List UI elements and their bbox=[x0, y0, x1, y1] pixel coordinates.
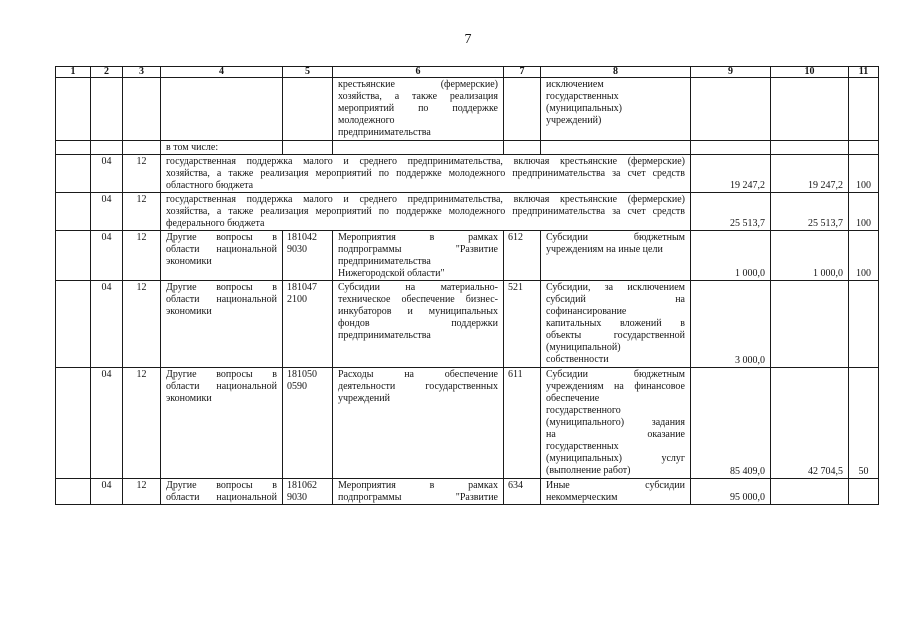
description-cell bbox=[161, 155, 691, 193]
text-line: субсидий на bbox=[546, 294, 685, 305]
text-line: 19 247,2 bbox=[730, 180, 765, 191]
text-line: предпринимательства bbox=[338, 330, 431, 341]
text-line: 3 000,0 bbox=[735, 355, 765, 366]
text-line: 12 bbox=[136, 232, 147, 243]
text-line: Расходы на обеспечение bbox=[338, 369, 498, 380]
text-line: Другие вопросы в bbox=[166, 282, 277, 293]
text-line: 04 bbox=[101, 480, 112, 491]
amount-col9-cell bbox=[691, 141, 771, 155]
text-line: 04 bbox=[101, 282, 112, 293]
section-code-cell bbox=[91, 78, 123, 141]
text-line: (выполнение работ) bbox=[546, 465, 631, 476]
text-line: собственности bbox=[546, 354, 609, 365]
text-line: крестьянские (фермерские) bbox=[338, 79, 498, 90]
text-line: 12 bbox=[136, 156, 147, 167]
text-line: Субсидии бюджетным bbox=[546, 232, 685, 243]
text-line: (муниципальных) услуг bbox=[546, 453, 685, 464]
target-code-cell bbox=[283, 141, 333, 155]
section-name-cell bbox=[161, 141, 283, 155]
text-line: Другие вопросы в bbox=[166, 480, 277, 491]
percent-cell bbox=[849, 78, 879, 141]
text-line: инкубаторов и муниципальных bbox=[338, 306, 498, 317]
column-number-header: 1 bbox=[56, 67, 91, 78]
text-line: 2100 bbox=[287, 294, 307, 305]
text-line: (муниципальной) bbox=[546, 342, 621, 353]
amount-col9-cell bbox=[691, 368, 771, 479]
text-line: Другие вопросы в bbox=[166, 369, 277, 380]
section-name-cell bbox=[161, 368, 283, 479]
text-line: 1 000,0 bbox=[735, 268, 765, 279]
column-number-header: 7 bbox=[504, 67, 541, 78]
target-code-cell bbox=[283, 231, 333, 281]
amount-col9-cell bbox=[691, 155, 771, 193]
table-row bbox=[56, 231, 879, 281]
text-line: Нижегородской области" bbox=[338, 268, 445, 279]
text-line: Субсидии бюджетным bbox=[546, 369, 685, 380]
text-line: государственная поддержка малого и среднего предпринимательства, включая крестьянские (фермерские) bbox=[166, 194, 685, 205]
row-index-cell bbox=[56, 193, 91, 231]
row-index-cell bbox=[56, 368, 91, 479]
expense-type-code-cell bbox=[504, 281, 541, 368]
text-line: 611 bbox=[508, 369, 523, 380]
text-line: 612 bbox=[508, 232, 523, 243]
subsection-code-cell bbox=[123, 479, 161, 505]
text-line: 12 bbox=[136, 480, 147, 491]
expense-type-name-cell bbox=[541, 479, 691, 505]
target-code-cell bbox=[283, 281, 333, 368]
target-name-cell bbox=[333, 368, 504, 479]
percent-cell bbox=[849, 231, 879, 281]
text-line: 9030 bbox=[287, 244, 307, 255]
text-line: техническое обеспечение бизнес- bbox=[338, 294, 498, 305]
text-line: 50 bbox=[858, 466, 869, 477]
target-name-cell bbox=[333, 141, 504, 155]
text-line: 04 bbox=[101, 194, 112, 205]
text-line: софинансирование bbox=[546, 306, 627, 317]
expense-type-code-cell bbox=[504, 368, 541, 479]
text-line: 181042 bbox=[287, 232, 317, 243]
amount-col10-cell bbox=[771, 141, 849, 155]
text-line: Другие вопросы в bbox=[166, 232, 277, 243]
text-line: учреждениям на финансовое bbox=[546, 381, 685, 392]
amount-col10-cell bbox=[771, 155, 849, 193]
target-code-cell bbox=[283, 78, 333, 141]
percent-cell bbox=[849, 193, 879, 231]
text-line: Мероприятия в рамках bbox=[338, 480, 498, 491]
text-line: экономики bbox=[166, 256, 212, 267]
target-name-cell bbox=[333, 231, 504, 281]
text-line: области национальной bbox=[166, 381, 277, 392]
page-number: 7 bbox=[464, 32, 472, 47]
text-line: некоммерческим bbox=[546, 492, 618, 503]
section-code-cell bbox=[91, 281, 123, 368]
table-header-row bbox=[56, 67, 879, 78]
expense-type-code-cell bbox=[504, 78, 541, 141]
text-line: государственных bbox=[546, 91, 619, 102]
table-row bbox=[56, 78, 879, 141]
column-number-header: 3 bbox=[123, 67, 161, 78]
column-number-header: 11 bbox=[849, 67, 879, 78]
subsection-code-cell bbox=[123, 368, 161, 479]
amount-col10-cell bbox=[771, 479, 849, 505]
text-line: 634 bbox=[508, 480, 523, 491]
text-line: области национальной bbox=[166, 492, 277, 503]
expense-type-code-cell bbox=[504, 231, 541, 281]
amount-col9-cell bbox=[691, 479, 771, 505]
text-line: 181050 bbox=[287, 369, 317, 380]
column-number-header: 9 bbox=[691, 67, 771, 78]
section-code-cell bbox=[91, 193, 123, 231]
subsection-code-cell bbox=[123, 141, 161, 155]
text-line: исключением bbox=[546, 79, 604, 90]
column-number-header: 5 bbox=[283, 67, 333, 78]
section-name-cell bbox=[161, 281, 283, 368]
text-line: подпрограммы "Развитие bbox=[338, 244, 498, 255]
text-line: 25 513,7 bbox=[730, 218, 765, 229]
section-code-cell bbox=[91, 141, 123, 155]
table-row bbox=[56, 368, 879, 479]
text-line: государственных bbox=[546, 441, 619, 452]
expense-type-code-cell bbox=[504, 479, 541, 505]
text-line: на оказание bbox=[546, 429, 685, 440]
table-body bbox=[56, 78, 879, 505]
text-line: 9030 bbox=[287, 492, 307, 503]
amount-col9-cell bbox=[691, 78, 771, 141]
table-row bbox=[56, 193, 879, 231]
row-index-cell bbox=[56, 155, 91, 193]
text-line: обеспечение bbox=[546, 393, 600, 404]
budget-table bbox=[55, 66, 879, 505]
description-cell bbox=[161, 193, 691, 231]
text-line: фондов поддержки bbox=[338, 318, 498, 329]
target-name-cell bbox=[333, 78, 504, 141]
section-code-cell bbox=[91, 368, 123, 479]
text-line: 0590 bbox=[287, 381, 307, 392]
text-line: государственная поддержка малого и среднего предпринимательства, включая крестьянские (фермерские) bbox=[166, 156, 685, 167]
text-line: предпринимательства bbox=[338, 256, 431, 267]
text-line: объекты государственной bbox=[546, 330, 685, 341]
text-line: хозяйства, а также реализация мероприятий по поддержке молодежного предпринимательства за счет средств bbox=[166, 206, 685, 217]
percent-cell bbox=[849, 368, 879, 479]
text-line: (муниципального) задания bbox=[546, 417, 685, 428]
subsection-code-cell bbox=[123, 155, 161, 193]
amount-col10-cell bbox=[771, 78, 849, 141]
section-name-cell bbox=[161, 479, 283, 505]
percent-cell bbox=[849, 141, 879, 155]
text-line: хозяйства, а также реализация мероприятий по поддержке молодежного предпринимательства за счет средств bbox=[166, 168, 685, 179]
text-line: государственного bbox=[546, 405, 621, 416]
row-index-cell bbox=[56, 141, 91, 155]
section-code-cell bbox=[91, 155, 123, 193]
text-line: молодежного bbox=[338, 115, 395, 126]
section-name-cell bbox=[161, 231, 283, 281]
amount-col9-cell bbox=[691, 193, 771, 231]
text-line: 1 000,0 bbox=[813, 268, 843, 279]
subsection-code-cell bbox=[123, 78, 161, 141]
text-line: экономики bbox=[166, 393, 212, 404]
expense-type-name-cell bbox=[541, 78, 691, 141]
text-line: 181062 bbox=[287, 480, 317, 491]
text-line: 95 000,0 bbox=[730, 492, 765, 503]
expense-type-name-cell bbox=[541, 231, 691, 281]
row-index-cell bbox=[56, 78, 91, 141]
section-code-cell bbox=[91, 231, 123, 281]
text-line: федерального бюджета bbox=[166, 218, 265, 229]
text-line: учреждениям на иные цели bbox=[546, 244, 663, 255]
text-line: 181047 bbox=[287, 282, 317, 293]
column-number-header: 2 bbox=[91, 67, 123, 78]
amount-col10-cell bbox=[771, 231, 849, 281]
text-line: подпрограммы "Развитие bbox=[338, 492, 498, 503]
subsection-code-cell bbox=[123, 231, 161, 281]
text-line: учреждений) bbox=[546, 115, 602, 126]
expense-type-name-cell bbox=[541, 281, 691, 368]
text-line: учреждений bbox=[338, 393, 390, 404]
text-line: Субсидии, за исключением bbox=[546, 282, 685, 293]
text-line: экономики bbox=[166, 306, 212, 317]
amount-col9-cell bbox=[691, 281, 771, 368]
target-code-cell bbox=[283, 368, 333, 479]
target-name-cell bbox=[333, 281, 504, 368]
amount-col10-cell bbox=[771, 368, 849, 479]
text-line: предпринимательства bbox=[338, 127, 431, 138]
expense-type-code-cell bbox=[504, 141, 541, 155]
text-line: 04 bbox=[101, 369, 112, 380]
text-line: области национальной bbox=[166, 244, 277, 255]
section-code-cell bbox=[91, 479, 123, 505]
text-line: Субсидии на материально- bbox=[338, 282, 498, 293]
column-number-header: 6 bbox=[333, 67, 504, 78]
expense-type-name-cell bbox=[541, 141, 691, 155]
text-line: 19 247,2 bbox=[808, 180, 843, 191]
table-row bbox=[56, 141, 879, 155]
section-name-cell bbox=[161, 78, 283, 141]
column-number-header: 8 bbox=[541, 67, 691, 78]
column-number-header: 4 bbox=[161, 67, 283, 78]
text-line: Мероприятия в рамках bbox=[338, 232, 498, 243]
text-line: Иные субсидии bbox=[546, 480, 685, 491]
amount-col10-cell bbox=[771, 281, 849, 368]
percent-cell bbox=[849, 155, 879, 193]
text-line: 25 513,7 bbox=[808, 218, 843, 229]
text-line: 42 704,5 bbox=[808, 466, 843, 477]
column-number-header: 10 bbox=[771, 67, 849, 78]
text-line: 12 bbox=[136, 282, 147, 293]
percent-cell bbox=[849, 281, 879, 368]
text-line: мероприятий по поддержке bbox=[338, 103, 498, 114]
table-row bbox=[56, 479, 879, 505]
text-line: деятельности государственных bbox=[338, 381, 498, 392]
text-line: капитальных вложений в bbox=[546, 318, 685, 329]
text-line: 12 bbox=[136, 194, 147, 205]
amount-col10-cell bbox=[771, 193, 849, 231]
table-row bbox=[56, 155, 879, 193]
text-line: 521 bbox=[508, 282, 523, 293]
text-line: 100 bbox=[856, 268, 871, 279]
text-line: 100 bbox=[856, 218, 871, 229]
text-line: хозяйства, а также реализация bbox=[338, 91, 498, 102]
subsection-code-cell bbox=[123, 281, 161, 368]
expense-type-name-cell bbox=[541, 368, 691, 479]
text-line: 100 bbox=[856, 180, 871, 191]
target-code-cell bbox=[283, 479, 333, 505]
row-index-cell bbox=[56, 231, 91, 281]
amount-col9-cell bbox=[691, 231, 771, 281]
text-line: области национальной bbox=[166, 294, 277, 305]
text-line: 85 409,0 bbox=[730, 466, 765, 477]
target-name-cell bbox=[333, 479, 504, 505]
row-index-cell bbox=[56, 479, 91, 505]
subsection-code-cell bbox=[123, 193, 161, 231]
percent-cell bbox=[849, 479, 879, 505]
text-line: 12 bbox=[136, 369, 147, 380]
text-line: в том числе: bbox=[166, 142, 219, 153]
row-index-cell bbox=[56, 281, 91, 368]
table-row bbox=[56, 281, 879, 368]
text-line: (муниципальных) bbox=[546, 103, 622, 114]
text-line: 04 bbox=[101, 156, 112, 167]
text-line: 04 bbox=[101, 232, 112, 243]
text-line: областного бюджета bbox=[166, 180, 254, 191]
